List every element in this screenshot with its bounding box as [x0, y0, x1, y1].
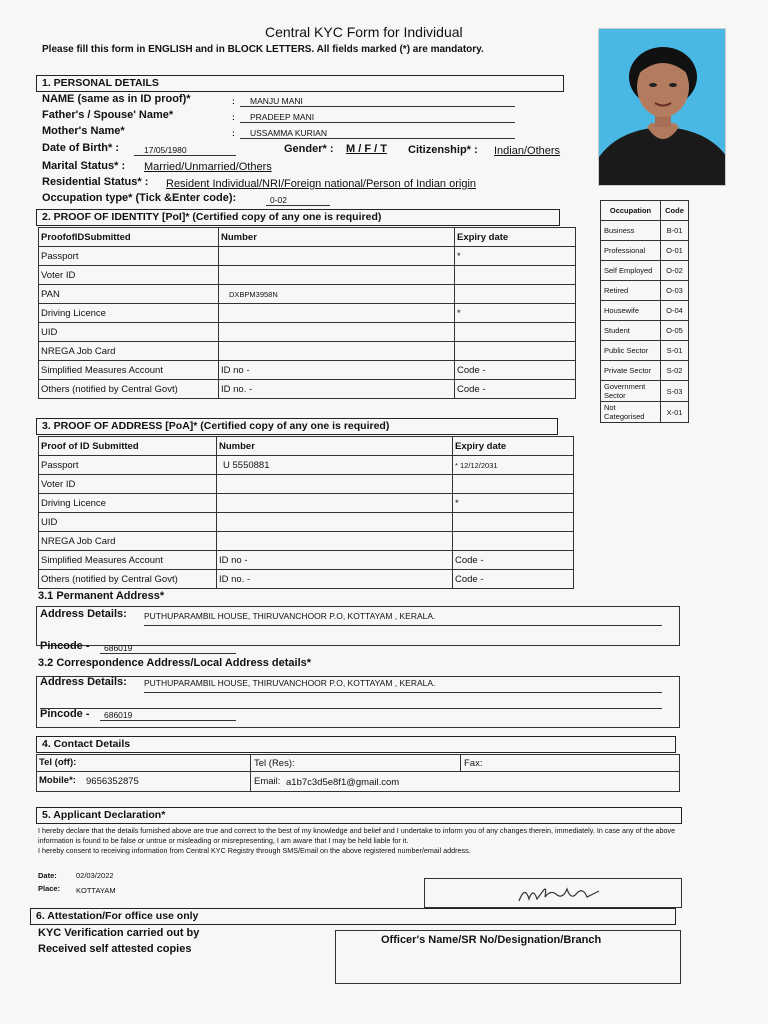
poa-proof-cell: UID [39, 513, 217, 532]
table-header-row [39, 228, 576, 247]
poa-number-cell[interactable]: U 5550881 [217, 456, 453, 475]
contact-col-divider-1 [250, 754, 251, 792]
occupation-cell: Public Sector [601, 341, 661, 361]
declaration-paragraph-2: I hereby consent to receiving information from Central KYC Registry through SMS/Email on the above registered number/email address. [38, 846, 471, 855]
permanent-address-heading: 3.1 Permanent Address* [38, 590, 165, 602]
residential-status-label: Residential Status* : [42, 176, 149, 188]
poi-expiry-cell[interactable]: * [455, 247, 576, 266]
table-row [39, 532, 574, 551]
email-value[interactable]: a1b7c3d5e8f1@gmail.com [286, 777, 400, 788]
table-row [39, 494, 574, 513]
proof-of-identity-heading: 2. PROOF OF IDENTITY [PoI]* (Certified copy of any one is required) [36, 209, 560, 226]
poa-proof-cell: Driving Licence [39, 494, 217, 513]
permanent-address-line [144, 625, 662, 626]
table-row [39, 266, 576, 285]
signature-box[interactable] [424, 878, 682, 908]
code-cell: O-03 [661, 281, 689, 301]
table-row [601, 281, 689, 301]
poi-expiry-cell[interactable] [455, 342, 576, 361]
table-row [601, 381, 689, 402]
table-row [601, 261, 689, 281]
father-name-value[interactable]: PRADEEP MANI [240, 112, 515, 123]
occupation-code-table [600, 200, 689, 423]
poa-expiry-cell[interactable] [453, 532, 574, 551]
tel-residence-label: Tel (Res): [254, 758, 295, 769]
occupation-cell: Private Sector [601, 361, 661, 381]
occupation-cell: Business [601, 221, 661, 241]
occupation-cell: Professional [601, 241, 661, 261]
poi-proof-cell: UID [39, 323, 219, 342]
poi-header-number: Number [219, 228, 455, 247]
correspondence-pincode-value[interactable]: 686019 [100, 710, 236, 721]
poa-expiry-cell[interactable] [453, 475, 574, 494]
occupation-type-value[interactable]: 0-02 [266, 195, 330, 206]
mother-name-colon: : [232, 128, 235, 138]
poi-proof-cell: PAN [39, 285, 219, 304]
correspondence-address-label: Address Details: [40, 676, 127, 688]
name-label: NAME (same as in ID proof)* [42, 93, 191, 105]
occupation-cell: Self Employed [601, 261, 661, 281]
email-label: Email: [254, 776, 281, 787]
table-row [601, 341, 689, 361]
poi-proof-cell: Driving Licence [39, 304, 219, 323]
gender-value[interactable]: M / F / T [346, 143, 387, 155]
citizenship-value[interactable]: Indian/Others [494, 145, 561, 157]
mobile-label: Mobile*: [39, 775, 76, 786]
permanent-pincode-value[interactable]: 686019 [100, 643, 236, 654]
table-row [601, 241, 689, 261]
correspondence-address-line [144, 692, 662, 693]
occupation-cell: Retired [601, 281, 661, 301]
poa-proof-cell: NREGA Job Card [39, 532, 217, 551]
proof-of-address-table [38, 436, 574, 589]
table-row [39, 304, 576, 323]
declaration-text [38, 826, 682, 856]
poa-expiry-cell[interactable]: Code - [453, 551, 574, 570]
table-row [601, 361, 689, 381]
poi-number-cell[interactable]: ID no - [219, 361, 455, 380]
occupation-table-header [601, 201, 689, 221]
code-cell: O-05 [661, 321, 689, 341]
father-name-colon: : [232, 112, 235, 122]
occupation-header: Occupation [601, 201, 661, 221]
mother-name-label: Mother's Name* [42, 125, 125, 137]
poi-expiry-cell[interactable]: Code - [455, 361, 576, 380]
poi-proof-cell: Passport [39, 247, 219, 266]
poi-number-cell[interactable]: DXBPM3958N [219, 285, 455, 304]
residential-status-value[interactable]: Resident Individual/NRI/Foreign national/Person of Indian origin [166, 178, 477, 190]
poi-expiry-cell[interactable] [455, 323, 576, 342]
table-header-row [39, 437, 574, 456]
declaration-place-label: Place: [38, 884, 61, 893]
signature-icon [515, 881, 605, 907]
poi-header-expiry: Expiry date [455, 228, 576, 247]
declaration-date-value[interactable]: 02/03/2022 [76, 871, 114, 880]
poa-header-expiry: Expiry date [453, 437, 574, 456]
poi-number-cell[interactable]: ID no. - [219, 380, 455, 399]
father-name-label: Father's / Spouse' Name* [42, 109, 174, 121]
correspondence-address-line-2 [40, 708, 662, 709]
poa-number-cell[interactable]: ID no. - [217, 570, 453, 589]
poa-expiry-cell[interactable] [453, 513, 574, 532]
kyc-verification-label: KYC Verification carried out by [38, 927, 200, 939]
code-cell: O-01 [661, 241, 689, 261]
mother-name-value[interactable]: USSAMMA KURIAN [240, 128, 515, 139]
permanent-address-label: Address Details: [40, 608, 127, 620]
received-copies-label: Received self attested copies [38, 943, 192, 955]
poa-expiry-cell[interactable]: Code - [453, 570, 574, 589]
table-row [39, 456, 574, 475]
tel-office-label: Tel (off): [39, 757, 77, 768]
fax-label: Fax: [464, 758, 483, 769]
code-cell: O-04 [661, 301, 689, 321]
table-row [39, 513, 574, 532]
contact-row-divider [36, 771, 680, 772]
proof-of-identity-table [38, 227, 576, 399]
poa-proof-cell: Simplified Measures Account [39, 551, 217, 570]
table-row [39, 380, 576, 399]
poi-expiry-cell[interactable]: * [455, 304, 576, 323]
poi-number-cell[interactable] [219, 266, 455, 285]
correspondence-address-heading: 3.2 Correspondence Address/Local Address details* [38, 657, 312, 669]
occupation-cell: Student [601, 321, 661, 341]
applicant-declaration-heading: 5. Applicant Declaration* [36, 807, 682, 824]
poi-number-cell[interactable] [219, 304, 455, 323]
poa-header-proof: Proof of ID Submitted [39, 437, 217, 456]
table-row [39, 323, 576, 342]
code-cell: X-01 [661, 402, 689, 423]
code-cell: S-01 [661, 341, 689, 361]
marital-status-label: Marital Status* : [42, 160, 126, 172]
proof-of-address-heading: 3. PROOF OF ADDRESS [PoA]* (Certified copy of any one is required) [36, 418, 558, 435]
declaration-paragraph-1: I hereby declare that the details furnished above are true and correct to the best of my knowledge and belief and I undertake to inform you of any changes therein, immediately. In case any of the above information is found to be false or untrue or misleading or misrepresenting, I am aware that I may be held liable for it. [38, 826, 676, 845]
table-row [39, 361, 576, 380]
table-row [39, 475, 574, 494]
poa-number-cell[interactable] [217, 532, 453, 551]
correspondence-pincode-label: Pincode - [40, 708, 90, 720]
poa-expiry-cell[interactable]: * 12/12/2031 [453, 456, 574, 475]
poi-expiry-cell[interactable] [455, 266, 576, 285]
poi-expiry-cell[interactable] [455, 285, 576, 304]
name-value[interactable]: MANJU MANI [240, 96, 515, 107]
table-row [39, 342, 576, 361]
mobile-value[interactable]: 9656352875 [86, 776, 139, 787]
table-row [39, 551, 574, 570]
form-title: Central KYC Form for Individual [265, 24, 463, 40]
poi-number-cell[interactable] [219, 342, 455, 361]
attestation-heading: 6. Attestation/For office use only [30, 908, 676, 925]
poa-number-cell[interactable] [217, 494, 453, 513]
correspondence-address-value[interactable]: PUTHUPARAMBIL HOUSE, THIRUVANCHOOR P.O, KOTTAYAM , KERALA. [144, 678, 436, 688]
poi-number-cell[interactable] [219, 323, 455, 342]
name-colon: : [232, 96, 235, 106]
table-row [601, 321, 689, 341]
contact-details-heading: 4. Contact Details [36, 736, 676, 753]
table-row [601, 301, 689, 321]
poa-proof-cell: Voter ID [39, 475, 217, 494]
poi-proof-cell: Simplified Measures Account [39, 361, 219, 380]
personal-details-heading: 1. PERSONAL DETAILS [36, 75, 564, 92]
occupation-cell: Housewife [601, 301, 661, 321]
poi-expiry-cell[interactable]: Code - [455, 380, 576, 399]
code-cell: S-03 [661, 381, 689, 402]
occupation-type-label: Occupation type* (Tick &Enter code): [42, 192, 237, 204]
poi-proof-cell: Others (notified by Central Govt) [39, 380, 219, 399]
poi-header-proof: ProofofIDSubmitted [39, 228, 219, 247]
poa-number-cell[interactable] [217, 475, 453, 494]
poa-proof-cell: Others (notified by Central Govt) [39, 570, 217, 589]
marital-status-value[interactable]: Married/Unmarried/Others [144, 161, 272, 173]
declaration-place-value[interactable]: KOTTAYAM [76, 886, 116, 895]
code-cell: B-01 [661, 221, 689, 241]
code-cell: O-02 [661, 261, 689, 281]
poa-number-cell[interactable]: ID no - [217, 551, 453, 570]
officer-details-box[interactable] [335, 930, 681, 984]
dob-label: Date of Birth* : [42, 142, 119, 154]
poi-number-cell[interactable] [219, 247, 455, 266]
form-instruction: Please fill this form in ENGLISH and in BLOCK LETTERS. All fields marked (*) are mandatory. [42, 44, 484, 55]
table-row [39, 247, 576, 266]
person-photo-icon [599, 29, 726, 186]
code-cell: S-02 [661, 361, 689, 381]
poa-header-number: Number [217, 437, 453, 456]
table-row [39, 570, 574, 589]
poa-expiry-cell[interactable]: * [453, 494, 574, 513]
permanent-pincode-label: Pincode - [40, 640, 90, 652]
dob-value[interactable]: 17/05/1980 [134, 145, 236, 156]
occupation-cell: Government Sector [601, 381, 661, 402]
citizenship-label: Citizenship* : [408, 144, 478, 156]
table-row [39, 285, 576, 304]
table-row [601, 402, 689, 423]
gender-label: Gender* : [284, 143, 334, 155]
poa-number-cell[interactable] [217, 513, 453, 532]
permanent-address-value[interactable]: PUTHUPARAMBIL HOUSE, THIRUVANCHOOR P.O, KOTTAYAM , KERALA. [144, 611, 436, 621]
table-row [601, 221, 689, 241]
poa-proof-cell: Passport [39, 456, 217, 475]
occupation-cell: Not Categorised [601, 402, 661, 423]
poi-proof-cell: NREGA Job Card [39, 342, 219, 361]
code-header: Code [661, 201, 689, 221]
contact-col-divider-2 [460, 754, 461, 772]
poi-proof-cell: Voter ID [39, 266, 219, 285]
applicant-photo [598, 28, 726, 186]
declaration-date-label: Date: [38, 871, 57, 880]
officer-details-label: Officer's Name/SR No/Designation/Branch [381, 934, 602, 946]
